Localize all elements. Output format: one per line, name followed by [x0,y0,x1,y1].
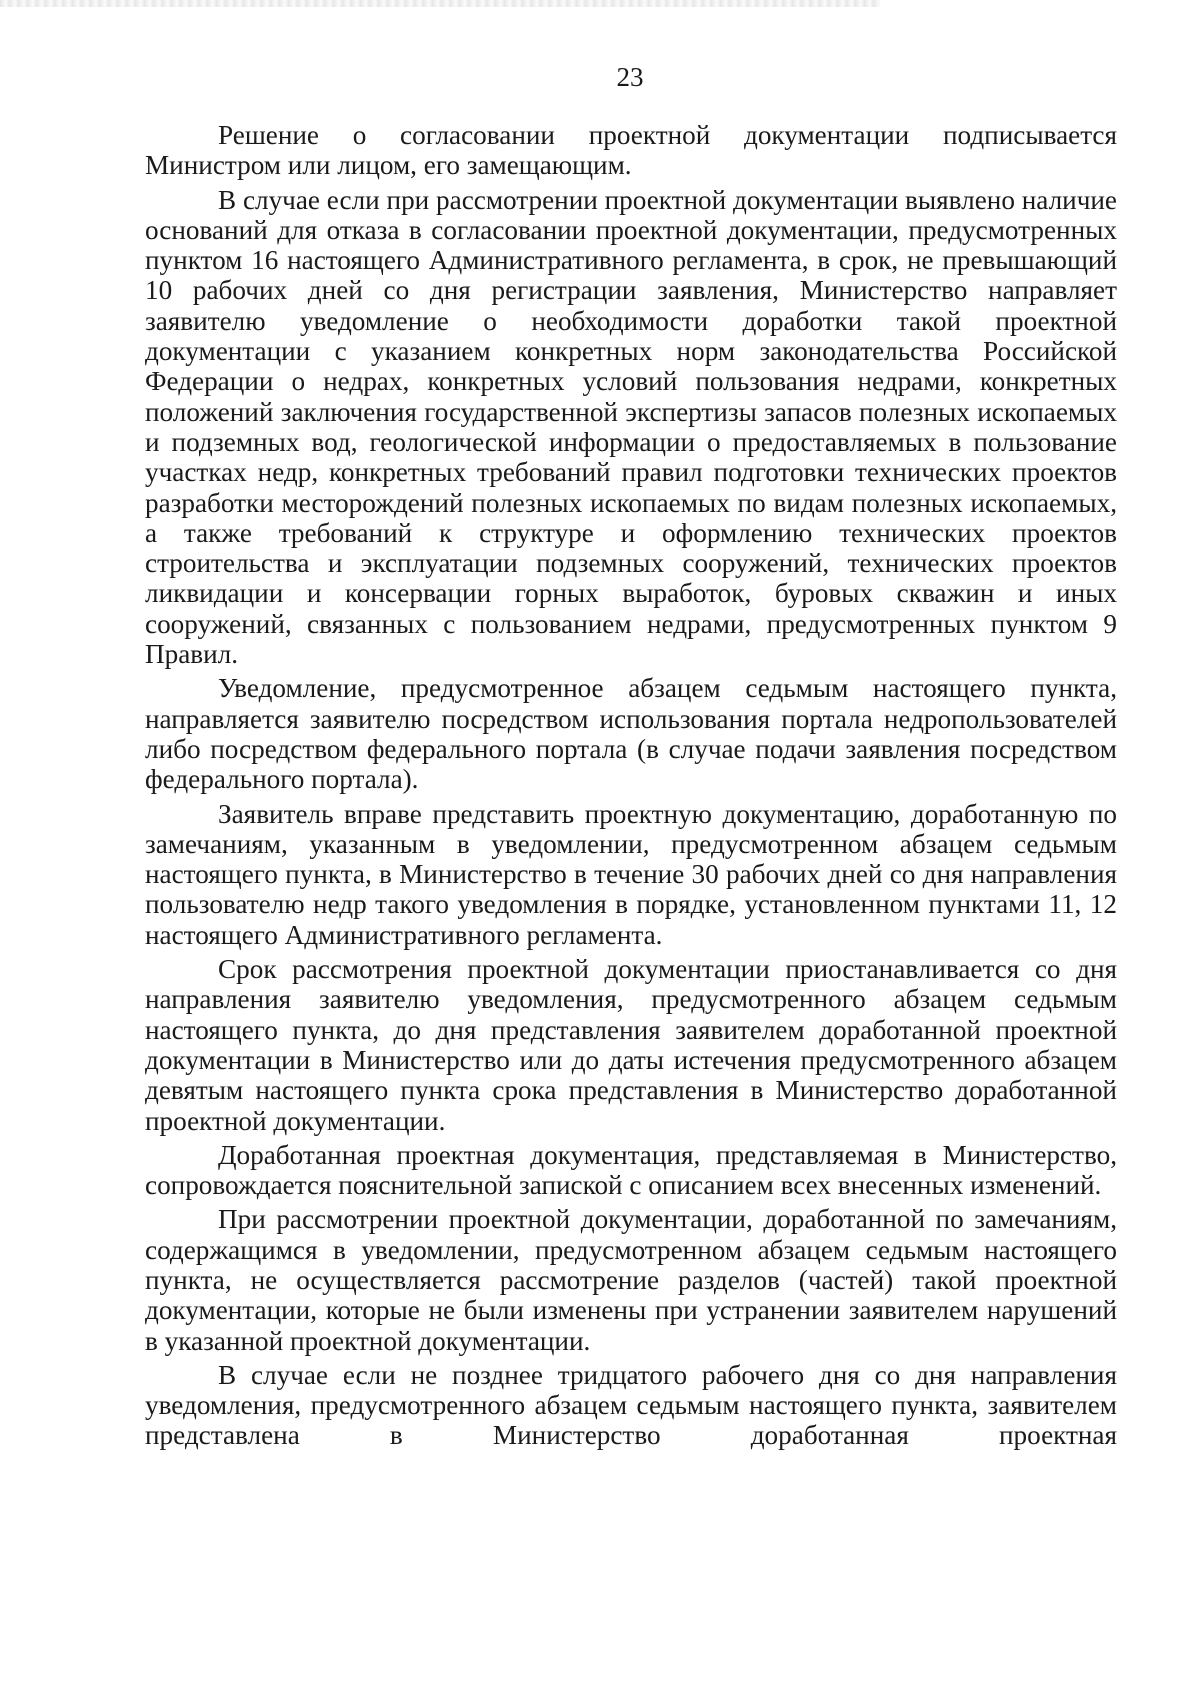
paragraph-resubmission-right: Заявитель вправе представить проектную документацию, доработанную по замечаниям, указанным в уведомлении, предусмотренном абзацем седьмым настоящего пункта, в Министерство в течение 30 рабочих дней со дня направления пользователю недр такого уведомления в порядке, установленном пунктами 11, 12 настоящего Административного регламента. [145,798,1117,950]
paragraph-partial-review: При рассмотрении проектной документации, доработанной по замечаниям, содержащимся в уведомлении, предусмотренном абзацем седьмым настоящего пункта, не осуществляется рассмотрение разделов (частей) такой проектной документации, которые не были изменены при устранении заявителем нарушений в указанной проектной документации. [145,1204,1117,1356]
page-number: 23 [616,62,644,92]
paragraph-explanatory-note: Доработанная проектная документация, представляемая в Министерство, сопровождается пояснительной запиской с описанием всех внесенных изменений. [145,1139,1117,1201]
paragraph-deadline-case: В случае если не позднее тридцатого рабочего дня со дня направления уведомления, предусмотренного абзацем седьмым настоящего пункта, заявителем представлена в Министерство доработанная проектная [145,1359,1117,1451]
paragraph-refusal-grounds: В случае если при рассмотрении проектной документации выявлено наличие оснований для отказа в согласовании проектной документации, предусмотренных пунктом 16 настоящего Административного регламента, в срок, не превышающий 10 рабочих дней со дня регистрации заявления, Министерство направляет заявителю уведомление о необходимости доработки такой проектной документации с указанием конкретных норм законодательства Российской Федерации о недрах, конкретных условий пользования недрами, конкретных положений заключения государственной экспертизы запасов полезных ископаемых и подземных вод, геологической информации о предоставляемых в пользование участках недр, конкретных требований правил подготовки технических проектов разработки месторождений полезных ископаемых по видам полезных ископаемых, а также требований к структуре и оформлению технических проектов строительства и эксплуатации подземных сооружений, технических проектов ликвидации и консервации горных выработок, буровых скважин и иных сооружений, связанных с пользованием недрами, предусмотренных пунктом 9 Правил. [145,184,1117,670]
paragraph-review-suspension: Срок рассмотрения проектной документации приостанавливается со дня направления заявителю уведомления, предусмотренного абзацем седьмым настоящего пункта, до дня представления заявителем доработанной проектной документации в Министерство или до даты истечения предусмотренного абзацем девятым настоящего пункта срока представления в Министерство доработанной проектной документации. [145,954,1117,1136]
paragraph-notification-delivery: Уведомление, предусмотренное абзацем седьмым настоящего пункта, направляется заявителю посредством использования портала недропользователей либо посредством федерального портала (в случае подачи заявления посредством федерального портала). [145,673,1117,795]
paragraph-approval-signature: Решение о согласовании проектной документации подписывается Министром или лицом, его замещающим. [145,120,1117,181]
document-body [145,120,1117,1455]
